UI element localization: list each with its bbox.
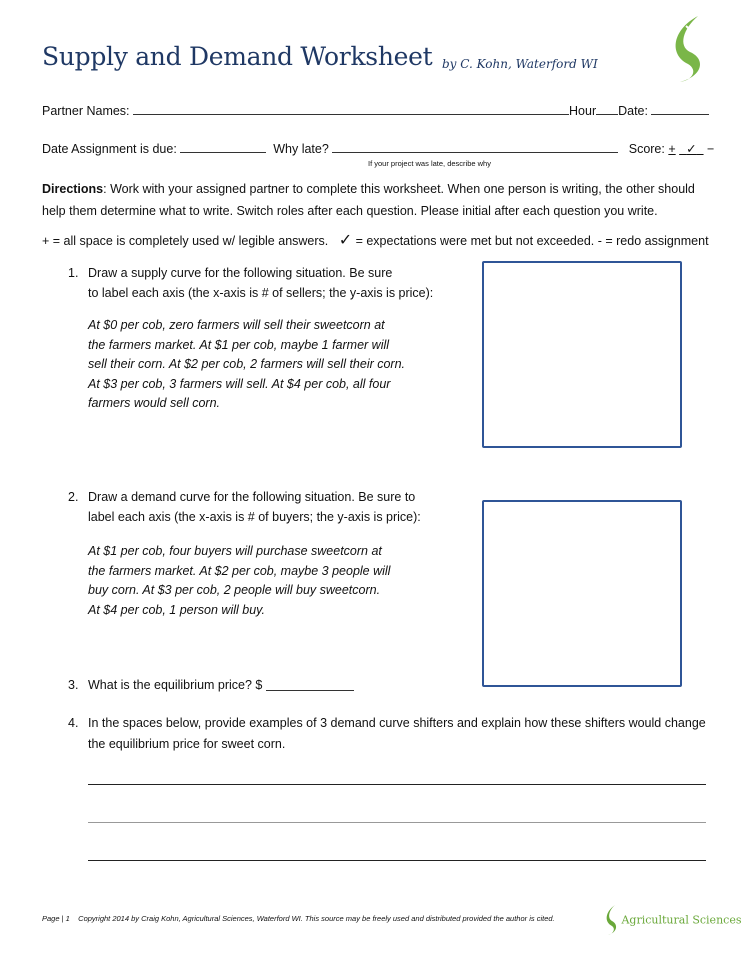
date-field[interactable]: [651, 102, 709, 115]
question-text: [88, 713, 706, 755]
directions-text: : Work with your assigned partner to complete this worksheet. When one person is writing, the other should help them determine what to write. Switch roles after each question. Please initial after each question you write.: [42, 182, 695, 218]
score-minus: −: [707, 142, 715, 156]
score-label: Score:: [628, 142, 665, 156]
question-line: Draw a supply curve for the following situation. Be sure: [88, 266, 393, 280]
question-3: [68, 678, 263, 692]
question-number: 3.: [68, 678, 79, 692]
answer-line-1[interactable]: [88, 784, 706, 785]
due-date-field[interactable]: [180, 140, 266, 153]
question-1: [68, 263, 434, 300]
rubric: [42, 230, 709, 250]
scenario-line: the farmers market. At $2 per cob, maybe 3 people will: [88, 563, 391, 578]
score-check: ✓: [686, 142, 697, 156]
question-number: 1.: [68, 266, 79, 280]
date-label: Date:: [618, 104, 648, 118]
hour-label: Hour: [569, 104, 597, 118]
question-number: 4.: [68, 716, 79, 730]
rubric-check-icon: ✓: [338, 232, 353, 249]
answer-line-3[interactable]: [88, 860, 706, 861]
partner-row: [42, 102, 709, 118]
scenario-line: At $1 per cob, four buyers will purchase sweetcorn at: [88, 544, 382, 558]
answer-line-2[interactable]: [88, 822, 706, 823]
late-hint: If your project was late, describe why: [368, 159, 491, 168]
score-plus: +: [668, 142, 676, 156]
scenario-line: sell their corn. At $2 per cob, 2 farmers will sell their corn.: [88, 357, 406, 371]
demand-drawing-box[interactable]: [482, 500, 682, 687]
question-line: to label each axis (the x-axis is # of sellers; the y-axis is price):: [88, 286, 434, 300]
scenario-2: [88, 542, 390, 620]
copyright: Copyright 2014 by Craig Kohn, Agricultural Sciences, Waterford WI. This source may be freely used and distributed provided the author is cited.: [78, 914, 555, 923]
footer-logo-text: Agricultural Sciences: [621, 913, 742, 927]
late-label: Why late?: [273, 142, 329, 156]
scenario-line: At $3 per cob, 3 farmers will sell. At $4 per cob, all four: [88, 376, 391, 391]
due-row: [42, 140, 714, 156]
question-line: label each axis (the x-axis is # of buyers; the y-axis is price):: [88, 510, 421, 524]
question-line: In the spaces below, provide examples of 3 demand curve shifters and explain how these shifters would change: [88, 716, 706, 730]
question-line: Draw a demand curve for the following situation. Be sure to: [88, 490, 416, 504]
byline: by C. Kohn, Waterford WI: [442, 57, 598, 71]
footer: [42, 914, 555, 923]
due-label: Date Assignment is due:: [42, 142, 177, 156]
footer-logo: [604, 904, 741, 936]
why-late-field[interactable]: [332, 140, 618, 153]
question-text: [88, 487, 421, 527]
scenario-line: farmers would sell corn.: [88, 396, 220, 410]
question-text: What is the equilibrium price? $: [88, 678, 263, 692]
rubric-plus: + = all space is completely used w/ legible answers.: [42, 234, 329, 248]
partner-names-field[interactable]: [133, 102, 569, 115]
equilibrium-price-field[interactable]: [266, 678, 354, 691]
footer-leaf-icon: [604, 904, 618, 936]
hour-field[interactable]: [596, 102, 618, 115]
scenario-line: At $4 per cob, 1 person will buy.: [88, 602, 265, 617]
rubric-check-text: = expectations were met but not exceeded. - = redo assignment: [352, 234, 709, 248]
supply-drawing-box[interactable]: [482, 261, 682, 448]
question-4: [68, 713, 706, 751]
directions: [42, 178, 707, 222]
question-2: [68, 487, 421, 524]
question-number: 2.: [68, 490, 79, 504]
page-number: Page | 1: [42, 914, 70, 923]
scenario-1: [88, 316, 405, 414]
question-line: the equilibrium price for sweet corn.: [88, 737, 286, 751]
leaf-logo-icon: [668, 14, 708, 84]
question-text: [88, 263, 433, 303]
directions-label: Directions: [42, 182, 104, 196]
scenario-line: buy corn. At $3 per cob, 2 people will buy sweetcorn.: [88, 583, 381, 597]
scenario-line: At $0 per cob, zero farmers will sell their sweetcorn at: [88, 318, 385, 332]
partner-label: Partner Names:: [42, 104, 130, 118]
scenario-line: the farmers market. At $1 per cob, maybe 1 farmer will: [88, 337, 390, 352]
page-title: Supply and Demand Worksheet: [42, 42, 433, 71]
